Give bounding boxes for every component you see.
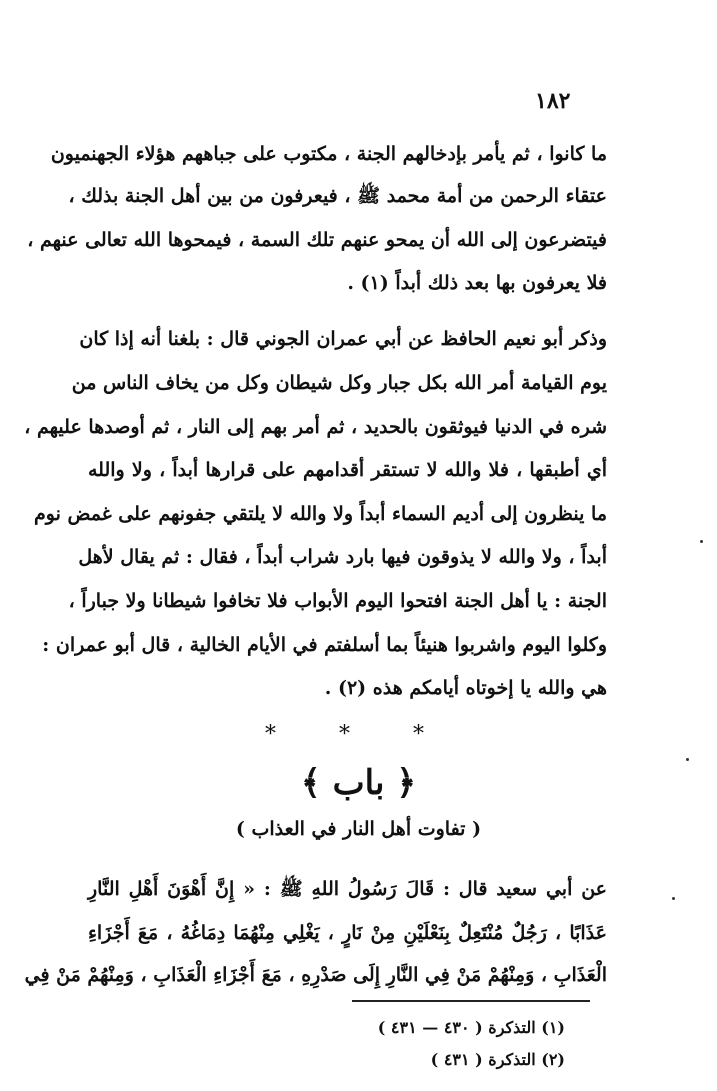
text-line: يوم القيامة أمر الله بكل جبار وكل شيطان وكل من يخاف الناس من: [71, 372, 607, 394]
text-line: فلا يعرفون بها بعد ذلك أبداً (١) .: [347, 272, 607, 294]
text-line: ما كانوا ، ثم يأمر بإدخالهم الجنة ، مكتوب على جباههم هؤلاء الجهنميون: [50, 143, 607, 165]
text-line: وكلوا اليوم واشربوا هنيئاً بما أسلفتم في الأيام الخالية ، قال أبو عمران :: [42, 634, 607, 656]
text-line: فيتضرعون إلى الله أن يمحو عنهم تلك السمة ، فيمحوها الله تعالى عنهم ،: [27, 229, 607, 251]
footnote: (٢) التذكرة ( ٤٣١ ): [430, 1050, 565, 1069]
chapter-subheading: ( تفاوت أهل النار في العذاب ): [235, 818, 482, 840]
text-line: هي والله يا إخوتاه أيامكم هذه (٢) .: [324, 677, 607, 699]
chapter-title: ﴿ باب ﴾: [300, 763, 417, 803]
text-line: عن أبي سعيد قال : قَالَ رَسُولُ اللهِ ﷺ : « إِنَّ أَهْوَنَ أَهْلِ النَّارِ: [88, 878, 607, 900]
footnote-divider: [352, 1000, 590, 1002]
footnote: (١) التذكرة ( ٤٣٠ — ٤٣١ ): [377, 1018, 565, 1037]
text-line: عتقاء الرحمن من أمة محمد ﷺ ، فيعرفون من بين أهل الجنة بذلك ،: [68, 185, 607, 207]
text-line: عَذَابًا ، رَجُلٌ مُنْتَعِلٌ بِنَعْلَيْنِ مِنْ نَارٍ ، يَغْلِي مِنْهُمَا دِمَاغُهُ ، مَعَ أَجْزَاءِ: [88, 922, 607, 944]
text-line: الجنة : يا أهل الجنة افتحوا اليوم الأبواب فلا تخافوا شيطانا ولا جباراً ،: [68, 590, 607, 612]
text-line: أبداً ، ولا والله لا يذوقون فيها بارد شراب أبداً ، فقال : ثم يقال لأهل: [78, 546, 607, 568]
scan-speck: [700, 540, 703, 543]
page-number: ١٨٢: [535, 88, 571, 114]
text-line: الْعَذَابِ ، وَمِنْهُمْ مَنْ فِي النَّارِ إِلَى صَدْرِهِ ، مَعَ أَجْزَاءِ الْعَذَابِ ، وَمِنْهُمْ مَنْ فِي: [24, 964, 607, 986]
text-line: شره في الدنيا فيوثقون بالحديد ، ثم أمر بهم إلى النار ، ثم أوصدها عليهم ،: [24, 416, 607, 438]
scan-speck: [672, 897, 675, 900]
text-line: وذكر أبو نعيم الحافظ عن أبي عمران الجوني قال : بلغنا أنه إذا كان: [79, 328, 607, 350]
text-line: ما ينظرون إلى أديم السماء أبداً ولا والله لا يلتقي جفونهم على غمض نوم: [33, 503, 607, 525]
text-line: أي أطبقها ، فلا والله لا تستقر أقدامهم على قرارها أبداً ، ولا والله: [88, 459, 607, 481]
section-separator: * * *: [265, 722, 452, 747]
scan-speck: [686, 758, 689, 761]
